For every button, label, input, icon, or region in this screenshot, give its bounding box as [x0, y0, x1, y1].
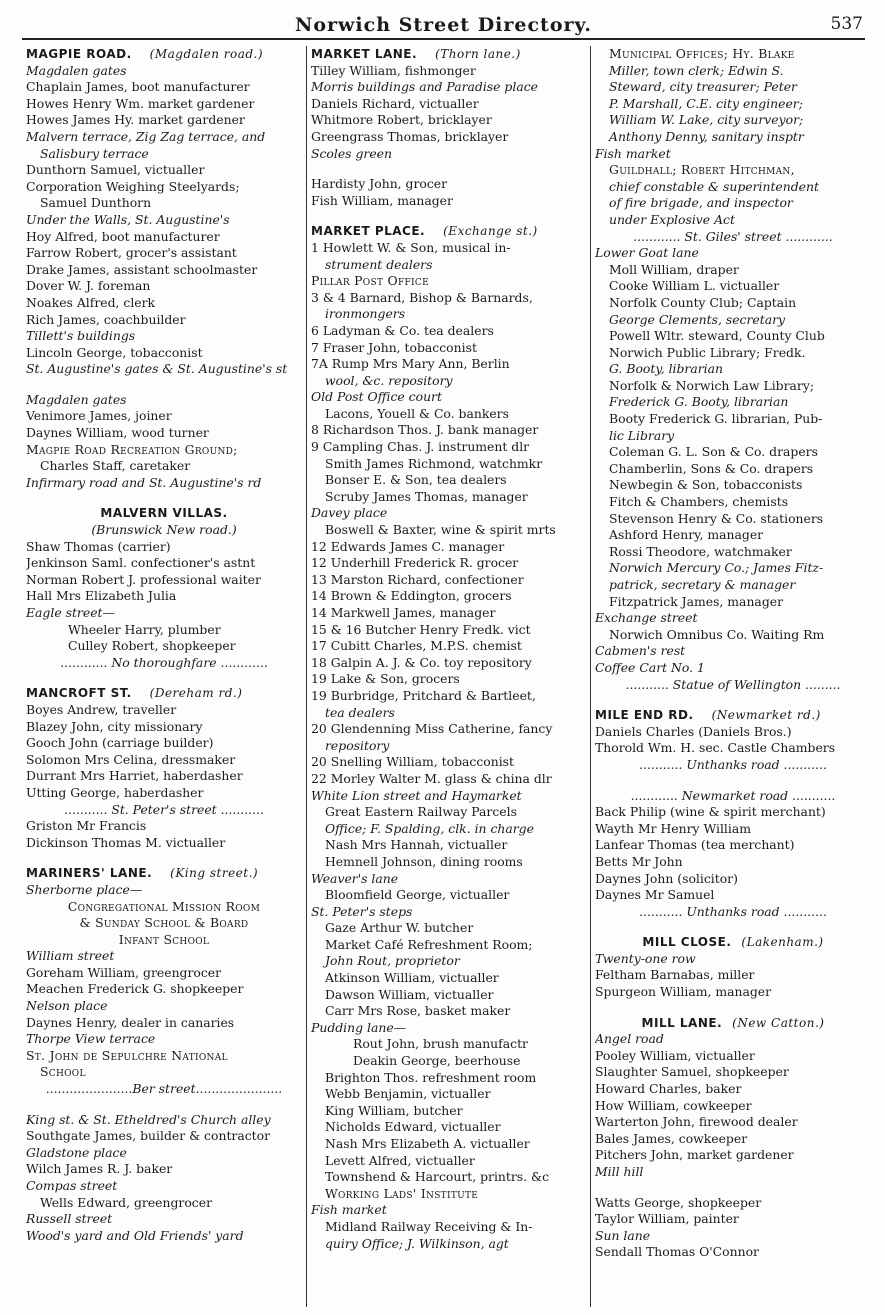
- directory-entry: Infant School: [118, 931, 210, 947]
- sub-location: Wood's yard and Old Friends' yard: [26, 1227, 244, 1243]
- cross-street-divider: ........... Statue of Wellington .........: [625, 676, 841, 692]
- directory-entry: King William, butcher: [325, 1102, 463, 1118]
- sub-location: Cabmen's rest: [595, 643, 686, 659]
- column-left: [26, 46, 302, 1307]
- sub-location: John Rout, proprietor: [325, 953, 460, 969]
- sub-location: repository: [325, 737, 390, 753]
- directory-entry: Hoy Alfred, boot manufacturer: [26, 228, 220, 244]
- sub-location: Compas street: [26, 1178, 118, 1193]
- directory-entry: Utting George, haberdasher: [26, 784, 204, 800]
- directory-entry: Howard Charles, baker: [595, 1081, 742, 1097]
- directory-entry: Lacons, Youell & Co. bankers: [325, 405, 509, 421]
- directory-entry: Magpie Road Recreation Ground;: [26, 441, 238, 457]
- directory-entry: 18 Galpin A. J. & Co. toy repository: [311, 654, 532, 670]
- directory-entry: Daynes Mr Samuel: [595, 887, 715, 903]
- directory-entry: St. John de Sepulchre National: [26, 1047, 228, 1063]
- sub-location: George Clements, secretary: [609, 311, 786, 327]
- directory-entry: Booty Frederick G. librarian, Pub-: [609, 411, 823, 427]
- directory-entry: Whitmore Robert, bricklayer: [311, 112, 492, 128]
- directory-entry: Spurgeon William, manager: [595, 984, 772, 1000]
- directory-entry: Bales James, cowkeeper: [595, 1130, 748, 1146]
- column-middle: [306, 46, 593, 1307]
- directory-entry: Slaughter Samuel, shopkeeper: [595, 1064, 789, 1080]
- directory-entry: Scruby James Thomas, manager: [325, 488, 528, 504]
- directory-entry: Taylor William, painter: [595, 1211, 739, 1227]
- directory-entry: Boswell & Baxter, wine & spirit mrts: [325, 522, 556, 538]
- sub-location: Gladstone place: [26, 1144, 127, 1160]
- sub-location: quiry Office; J. Wilkinson, agt: [325, 1235, 509, 1251]
- directory-entry: 19 Burbridge, Pritchard & Bartleet,: [311, 687, 536, 703]
- directory-entry: Townshend & Harcourt, printrs. &c: [325, 1169, 550, 1185]
- street-name: MARKET LANE.: [311, 47, 418, 61]
- sub-location: Twenty-one row: [595, 950, 696, 966]
- directory-entry: Jenkinson Saml. confectioner's astnt: [26, 555, 256, 571]
- directory-entry: 7 Fraser John, tobacconist: [311, 339, 477, 355]
- sub-location: St. Peter's steps: [311, 903, 413, 919]
- sub-location: Magdalen gates: [26, 62, 127, 78]
- directory-entry: Working Lads' Institute: [325, 1185, 479, 1201]
- sub-location: Pudding lane—: [311, 1019, 407, 1035]
- directory-entry: Newbegin & Son, tobacconists: [609, 477, 803, 493]
- sub-location: Fish market: [311, 1202, 387, 1218]
- directory-entry: Congregational Mission Room: [67, 898, 261, 914]
- directory-entry: Sendall Thomas O'Connor: [595, 1244, 759, 1260]
- directory-entry: 20 Snelling William, tobacconist: [311, 754, 515, 770]
- sub-location: Morris buildings and Paradise place: [311, 79, 538, 95]
- street-location: (Exchange st.): [443, 224, 538, 239]
- directory-entry: Wells Edward, greengrocer: [40, 1194, 212, 1210]
- directory-entry: Moll William, draper: [609, 261, 739, 277]
- sub-location: William W. Lake, city surveyor;: [609, 112, 804, 128]
- directory-entry: Fitch & Chambers, chemists: [609, 494, 789, 510]
- street-name: MARINERS' LANE.: [26, 866, 153, 881]
- directory-entry: 6 Ladyman & Co. tea dealers: [311, 322, 494, 338]
- directory-entry: Wayth Mr Henry William: [595, 820, 751, 836]
- directory-entry: 14 Brown & Eddington, grocers: [311, 588, 512, 604]
- directory-entry: Great Eastern Railway Parcels: [325, 804, 517, 820]
- directory-entry: Coleman G. L. Son & Co. drapers: [609, 444, 818, 460]
- directory-entry: Blazey John, city missionary: [26, 718, 203, 734]
- spacer: [595, 1001, 871, 1015]
- directory-entry: 17 Cubitt Charles, M.P.S. chemist: [311, 638, 522, 654]
- directory-entry: Norwich Mercury Co.; James Fitz-: [609, 560, 824, 576]
- directory-entry: 14 Markwell James, manager: [311, 605, 496, 620]
- directory-entry: Powell Wltr. steward, County Club: [609, 328, 825, 344]
- sub-location: Tillett's buildings: [26, 328, 136, 344]
- cross-street-divider: ............ St. Giles' street ............: [633, 228, 833, 244]
- directory-entry: 3 & 4 Barnard, Bishop & Barnards,: [311, 289, 533, 305]
- directory-entry: Rossi Theodore, watchmaker: [609, 543, 792, 559]
- sub-location: King st. & St. Etheldred's Church alley: [26, 1111, 271, 1127]
- street-name: MILE END RD.: [595, 708, 694, 723]
- sub-location: Sherborne place—: [26, 881, 143, 897]
- cross-street-divider: ........... Unthanks road ...........: [639, 903, 827, 919]
- directory-entry: Gooch John (carriage builder): [26, 735, 214, 751]
- street-heading: [26, 505, 302, 522]
- cross-street-divider: ........... St. Peter's street ...........: [64, 801, 264, 817]
- sub-location: Lower Goat lane: [595, 245, 699, 261]
- directory-entry: Lanfear Thomas (tea merchant): [595, 837, 795, 853]
- street-name: MANCROFT ST.: [26, 686, 132, 701]
- page-number: 537: [830, 14, 863, 34]
- directory-entry: Midland Railway Receiving & In-: [325, 1218, 533, 1234]
- street-name: MILL LANE.: [641, 1015, 723, 1030]
- sub-location: Sun lane: [595, 1227, 651, 1243]
- street-name: MAGPIE ROAD.: [26, 47, 132, 61]
- spacer: [595, 774, 871, 788]
- spacer: [311, 209, 593, 223]
- directory-entry: Atkinson William, victualler: [325, 970, 499, 986]
- street-heading: [595, 1015, 871, 1032]
- street-heading: [26, 46, 302, 63]
- spacer: [26, 851, 302, 865]
- directory-entry: Howes Henry Wm. market gardener: [26, 95, 255, 111]
- directory-entry: Nash Mrs Elizabeth A. victualler: [325, 1136, 530, 1151]
- street-location: (Lakenham.): [741, 935, 824, 950]
- cross-street-divider: ............ No thoroughfare ............: [60, 654, 268, 670]
- directory-entry: Stevenson Henry & Co. stationers: [609, 510, 824, 526]
- directory-entry: Municipal Offices; Hy. Blake: [609, 46, 795, 61]
- directory-entry: 20 Glendenning Miss Catherine, fancy: [311, 721, 553, 737]
- sub-location: Magdalen gates: [26, 391, 127, 407]
- directory-entry: Market Café Refreshment Room;: [325, 936, 533, 952]
- directory-entry: Pitchers John, market gardener: [595, 1147, 794, 1163]
- spacer: [26, 378, 302, 392]
- sub-location: under Explosive Act: [609, 211, 735, 227]
- spacer: [595, 1181, 871, 1195]
- sub-location: strument dealers: [325, 256, 433, 272]
- directory-entry: Rich James, coachbuilder: [26, 311, 186, 327]
- directory-entry: Durrant Mrs Harriet, haberdasher: [26, 768, 243, 784]
- sub-location: White Lion street and Haymarket: [311, 787, 522, 803]
- sub-location: Eagle street—: [26, 605, 115, 620]
- directory-entry: 12 Underhill Frederick R. grocer: [311, 555, 519, 571]
- directory-entry: Cooke William L. victualler: [609, 278, 780, 294]
- cross-street-divider: ........... Unthanks road ...........: [639, 756, 827, 772]
- directory-entry: Guildhall; Robert Hitchman,: [609, 162, 795, 178]
- directory-entry: Wilch James R. J. baker: [26, 1161, 173, 1177]
- directory-entry: Hemnell Johnson, dining rooms: [325, 853, 523, 869]
- street-name: MARKET PLACE.: [311, 224, 426, 239]
- directory-entry: Daynes John (solicitor): [595, 870, 738, 886]
- directory-entry: 8 Richardson Thos. J. bank manager: [311, 422, 539, 438]
- sub-location: Exchange street: [595, 610, 698, 626]
- directory-entry: Greengrass Thomas, bricklayer: [311, 128, 509, 144]
- directory-entry: Hardisty John, grocer: [311, 176, 448, 192]
- sub-location: Old Post Office court: [311, 389, 442, 405]
- directory-entry: Deakin George, beerhouse: [353, 1053, 521, 1069]
- sub-location: P. Marshall, C.E. city engineer;: [609, 95, 803, 111]
- directory-entry: 9 Campling Chas. J. instrument dlr: [311, 439, 530, 455]
- directory-entry: Gaze Arthur W. butcher: [325, 920, 474, 936]
- directory-entry: Fitzpatrick James, manager: [609, 593, 784, 609]
- street-heading: [595, 707, 871, 724]
- page-title: Norwich Street Directory.: [295, 14, 592, 36]
- spacer: [26, 671, 302, 685]
- directory-entry: 19 Lake & Son, grocers: [311, 671, 460, 687]
- directory-entry: Nicholds Edward, victualler: [325, 1119, 501, 1135]
- directory-entry: Southgate James, builder & contractor: [26, 1128, 271, 1144]
- directory-entry: Meachen Frederick G. shopkeeper: [26, 981, 244, 997]
- sub-location: William street: [26, 948, 115, 964]
- street-name: MILL CLOSE.: [642, 935, 732, 950]
- directory-entry: Smith James Richmond, watchmkr: [325, 455, 543, 471]
- directory-entry: Norman Robert J. professional waiter: [26, 571, 261, 587]
- directory-entry: 13 Marston Richard, confectioner: [311, 571, 524, 587]
- directory-entry: Brighton Thos. refreshment room: [325, 1069, 537, 1085]
- directory-entry: Norfolk & Norwich Law Library;: [609, 377, 814, 393]
- directory-entry: Back Philip (wine & spirit merchant): [595, 804, 826, 820]
- sub-location: tea dealers: [325, 704, 395, 720]
- street-heading: [26, 685, 302, 702]
- street-location: (Thorn lane.): [435, 47, 521, 61]
- street-name: MALVERN VILLAS.: [100, 506, 228, 521]
- sub-location: lic Library: [609, 427, 675, 443]
- directory-entry: Thorold Wm. H. sec. Castle Chambers: [595, 740, 836, 756]
- sub-location: Weaver's lane: [311, 870, 399, 886]
- sub-location: Angel road: [595, 1031, 664, 1047]
- sub-location: of fire brigade, and inspector: [609, 195, 793, 211]
- directory-entry: Hall Mrs Elizabeth Julia: [26, 588, 177, 604]
- directory-entry: Daynes Henry, dealer in canaries: [26, 1014, 235, 1030]
- directory-entry: Noakes Alfred, clerk: [26, 294, 156, 310]
- directory-entry: Norfolk County Club; Captain: [609, 294, 797, 310]
- directory-entry: Solomon Mrs Celina, dressmaker: [26, 751, 236, 767]
- directory-entry: Wheeler Harry, plumber: [68, 621, 221, 637]
- directory-entry: Lincoln George, tobacconist: [26, 344, 203, 360]
- spacer: [311, 162, 593, 176]
- directory-entry: Bonser E. & Son, tea dealers: [325, 472, 507, 488]
- sub-location: Miller, town clerk; Edwin S.: [609, 62, 784, 78]
- directory-entry: Levett Alfred, victualler: [325, 1152, 475, 1168]
- street-location: (Newmarket rd.): [711, 708, 821, 723]
- sub-location: Infirmary road and St. Augustine's rd: [26, 474, 262, 490]
- directory-entry: Pillar Post Office: [311, 273, 429, 289]
- directory-entry: Tilley William, fishmonger: [311, 62, 476, 78]
- directory-entry: Howes James Hy. market gardener: [26, 112, 245, 128]
- directory-entry: Nash Mrs Hannah, victualler: [325, 837, 508, 853]
- directory-entry: Fish William, manager: [311, 192, 453, 208]
- sub-location: Russell street: [26, 1211, 113, 1227]
- directory-entry: Boyes Andrew, traveller: [26, 701, 177, 717]
- street-heading: [595, 934, 871, 951]
- sub-location: Fish market: [595, 145, 671, 161]
- street-location: (King street.): [170, 866, 259, 881]
- sub-location: Scoles green: [311, 145, 392, 161]
- spacer: [26, 1098, 302, 1112]
- directory-entry: Shaw Thomas (carrier): [26, 538, 171, 554]
- sub-location: Under the Walls, St. Augustine's: [26, 211, 230, 227]
- street-location: (New Catton.): [732, 1015, 825, 1030]
- spacer: [595, 920, 871, 934]
- street-location: (Dereham rd.): [149, 686, 243, 701]
- directory-entry: Norwich Omnibus Co. Waiting Rm: [609, 626, 825, 642]
- directory-entry: Bloomfield George, victualler: [325, 887, 510, 903]
- street-heading: [311, 46, 593, 63]
- sub-location: chief constable & superintendent: [609, 178, 819, 194]
- sub-location: (Brunswick New road.): [91, 522, 237, 538]
- directory-entry: School: [40, 1064, 86, 1080]
- sub-location: Davey place: [311, 505, 388, 521]
- directory-entry: Carr Mrs Rose, basket maker: [325, 1003, 511, 1019]
- directory-entry: 15 & 16 Butcher Henry Fredk. vict: [311, 621, 531, 637]
- directory-entry: Webb Benjamin, victualler: [325, 1086, 491, 1102]
- directory-entry: Corporation Weighing Steelyards;: [26, 178, 240, 194]
- sub-location: Malvern terrace, Zig Zag terrace, and: [26, 128, 266, 144]
- directory-entry: Daniels Richard, victualler: [311, 95, 479, 111]
- directory-entry: Samuel Dunthorn: [40, 195, 152, 211]
- directory-entry: 7A Rump Mrs Mary Ann, Berlin: [311, 356, 510, 372]
- sub-location: Mill hill: [595, 1164, 644, 1179]
- sub-location: G. Booty, librarian: [609, 361, 723, 377]
- directory-entry: Watts George, shopkeeper: [595, 1194, 762, 1210]
- sub-location: Steward, city treasurer; Peter: [609, 79, 797, 95]
- sub-location: Thorpe View terrace: [26, 1031, 156, 1047]
- directory-entry: Chamberlin, Sons & Co. drapers: [609, 460, 814, 476]
- directory-entry: Goreham William, greengrocer: [26, 964, 222, 980]
- sub-location: Coffee Cart No. 1: [595, 659, 705, 675]
- directory-entry: Betts Mr John: [595, 853, 683, 869]
- directory-entry: Venimore James, joiner: [26, 408, 172, 424]
- cross-street-divider: ............ Newmarket road ...........: [630, 787, 836, 803]
- directory-entry: Drake James, assistant schoolmaster: [26, 261, 258, 277]
- directory-entry: & Sunday School & Board: [79, 915, 249, 931]
- directory-entry: Charles Staff, caretaker: [40, 458, 191, 474]
- sub-location: Salisbury terrace: [40, 145, 149, 161]
- sub-location: Frederick G. Booty, librarian: [609, 394, 789, 410]
- spacer: [26, 491, 302, 505]
- directory-entry: Dover W. J. foreman: [26, 278, 151, 294]
- sub-location: Office; F. Spalding, clk. in charge: [325, 820, 534, 836]
- directory-entry: Daynes William, wood turner: [26, 425, 209, 441]
- directory-entry: 1 Howlett W. & Son, musical in-: [311, 239, 511, 255]
- directory-entry: Dickinson Thomas M. victualler: [26, 834, 226, 850]
- directory-entry: Ashford Henry, manager: [609, 527, 764, 543]
- sub-location: Anthony Denny, sanitary insptr: [609, 128, 804, 144]
- directory-entry: Culley Robert, shopkeeper: [68, 638, 236, 654]
- column-right: [590, 46, 871, 1307]
- directory-entry: Daniels Charles (Daniels Bros.): [595, 723, 792, 739]
- directory-entry: 22 Morley Walter M. glass & china dlr: [311, 770, 552, 786]
- page-header: [22, 12, 865, 40]
- sub-location: ironmongers: [325, 306, 406, 322]
- directory-entry: Griston Mr Francis: [26, 818, 147, 834]
- street-location: (Magdalen road.): [149, 47, 264, 61]
- sub-location: Nelson place: [26, 998, 108, 1014]
- directory-entry: Dunthorn Samuel, victualler: [26, 162, 205, 178]
- directory-entry: Warterton John, firewood dealer: [595, 1114, 798, 1130]
- cross-street-divider: ......................Ber street......................: [45, 1081, 283, 1097]
- directory-entry: Pooley William, victualler: [595, 1047, 755, 1063]
- street-heading: [26, 865, 302, 882]
- directory-entry: Farrow Robert, grocer's assistant: [26, 245, 237, 261]
- directory-entry: Dawson William, victualler: [325, 986, 494, 1002]
- directory-entry: 12 Edwards James C. manager: [311, 538, 505, 554]
- street-heading: [311, 223, 593, 240]
- directory-entry: Chaplain James, boot manufacturer: [26, 79, 250, 95]
- sub-location: St. Augustine's gates & St. Augustine's st: [26, 361, 288, 377]
- directory-entry: How William, cowkeeper: [595, 1097, 752, 1113]
- directory-entry: Norwich Public Library; Fredk.: [609, 344, 806, 360]
- spacer: [595, 693, 871, 707]
- directory-entry: Feltham Barnabas, miller: [595, 967, 755, 983]
- sub-location: patrick, secretary & manager: [609, 577, 796, 592]
- sub-location: wool, &c. repository: [325, 372, 453, 388]
- directory-entry: Rout John, brush manufactr: [353, 1036, 528, 1052]
